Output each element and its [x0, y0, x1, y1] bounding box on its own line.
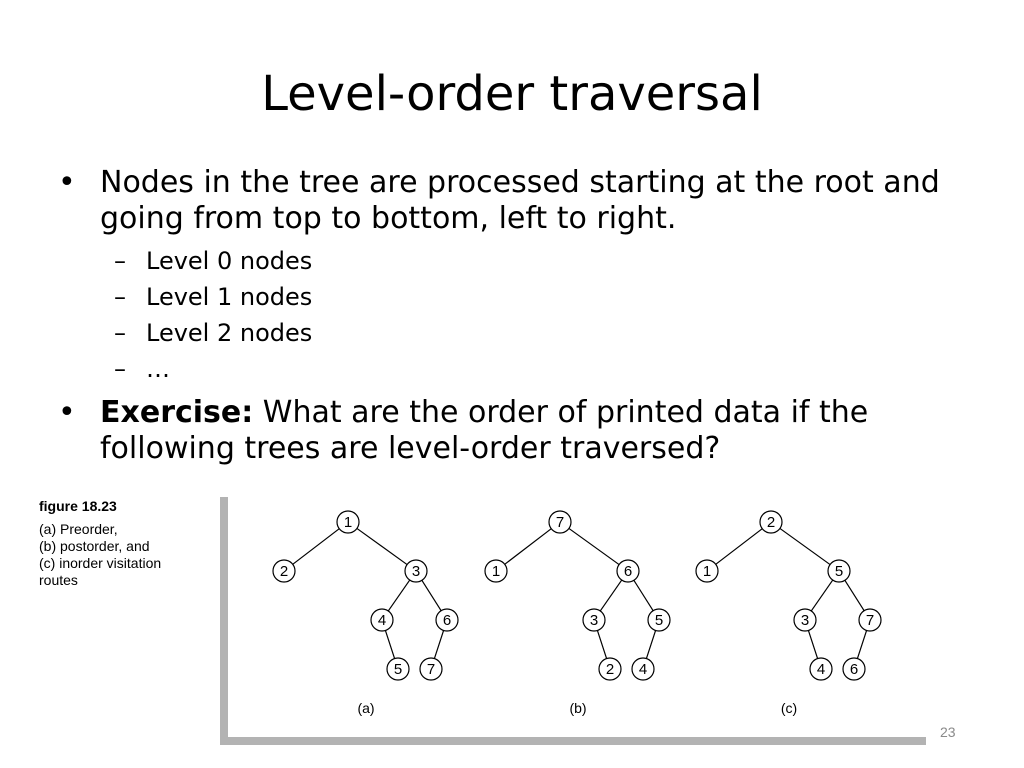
sub-bullet-text: Level 2 nodes	[146, 319, 313, 347]
tree-node	[696, 560, 718, 582]
tree-figure	[218, 495, 934, 751]
slide-number: 23	[940, 724, 956, 740]
node-label: 1	[491, 563, 501, 580]
node-label: 4	[377, 612, 387, 629]
tree-node	[583, 609, 605, 631]
sub-bullet-item	[56, 351, 986, 387]
tree-edge	[857, 630, 866, 658]
tree-edge	[808, 630, 817, 658]
tree-node	[843, 658, 865, 680]
node-label: 1	[702, 563, 712, 580]
dash-icon: –	[114, 355, 126, 383]
node-label: 7	[426, 661, 436, 678]
tree-caption: (a)	[357, 700, 375, 716]
bullet-text: Nodes in the tree are processed starting at the root and going from top to bottom, left to right.	[100, 165, 940, 236]
dash-icon: –	[114, 247, 126, 275]
node-label: 6	[849, 661, 859, 678]
tree-1	[485, 511, 670, 716]
tree-node	[648, 609, 670, 631]
node-label: 2	[605, 661, 615, 678]
tree-node	[549, 511, 571, 533]
node-label: 2	[279, 563, 289, 580]
tree-edge	[569, 528, 619, 564]
tree-edge	[357, 528, 407, 564]
node-label: 3	[411, 563, 421, 580]
exercise-text: What are the order of printed data if the following trees are level-order traversed?	[100, 395, 869, 466]
sub-bullet-list	[56, 243, 986, 387]
node-label: 4	[638, 661, 648, 678]
caption-line: (c) inorder visitation	[39, 555, 162, 571]
bullet-dot-icon: •	[58, 165, 76, 200]
tree-edge	[422, 580, 441, 610]
dash-icon: –	[114, 319, 126, 347]
node-label: 6	[442, 612, 452, 629]
tree-edge	[716, 529, 763, 565]
caption-line: (a) Preorder,	[39, 521, 118, 537]
tree-node	[617, 560, 639, 582]
bullet-dot-icon: •	[58, 395, 76, 430]
tree-node	[273, 560, 295, 582]
tree-edge	[811, 580, 832, 611]
tree-node	[760, 511, 782, 533]
sub-bullet-text: …	[146, 355, 170, 383]
node-label: 7	[865, 612, 875, 629]
tree-node	[810, 658, 832, 680]
node-label: 5	[834, 563, 844, 580]
tree-edge	[780, 528, 830, 564]
node-label: 3	[800, 612, 810, 629]
node-label: 5	[393, 661, 403, 678]
tree-edge	[600, 580, 621, 611]
node-label: 5	[654, 612, 664, 629]
tree-node	[599, 658, 621, 680]
tree-node	[632, 658, 654, 680]
tree-edge	[388, 580, 409, 611]
tree-node	[436, 609, 458, 631]
tree-node	[337, 511, 359, 533]
tree-node	[405, 560, 427, 582]
tree-edge	[597, 630, 606, 658]
tree-node	[828, 560, 850, 582]
dash-icon: –	[114, 283, 126, 311]
tree-node	[387, 658, 409, 680]
tree-node	[420, 658, 442, 680]
tree-edge	[505, 529, 552, 565]
sub-bullet-text: Level 0 nodes	[146, 247, 313, 275]
bullet-item-nodes	[56, 165, 986, 237]
bullet-list	[56, 165, 986, 473]
sub-bullet-text: Level 1 nodes	[146, 283, 313, 311]
node-label: 2	[766, 514, 776, 531]
caption-line: routes	[39, 572, 78, 588]
tree-node	[859, 609, 881, 631]
tree-edge	[646, 630, 655, 658]
figure-title: figure 18.23	[39, 498, 117, 514]
sub-bullet-item	[56, 243, 986, 279]
node-label: 1	[343, 514, 353, 531]
caption-line: (b) postorder, and	[39, 538, 150, 554]
slide-title: Level-order traversal	[261, 66, 763, 122]
sub-bullet-item	[56, 315, 986, 351]
figure-caption	[39, 498, 209, 589]
sub-bullet-item	[56, 279, 986, 315]
tree-node	[794, 609, 816, 631]
figure-frame-bottom	[220, 737, 926, 745]
trees-group	[273, 511, 881, 716]
tree-edge	[634, 580, 653, 610]
node-label: 6	[623, 563, 633, 580]
tree-edge	[293, 529, 340, 565]
tree-caption: (b)	[569, 700, 587, 716]
node-label: 4	[816, 661, 826, 678]
tree-edge	[434, 630, 443, 658]
tree-edge	[385, 630, 394, 658]
tree-node	[371, 609, 393, 631]
tree-node	[485, 560, 507, 582]
figure-frame-left	[220, 497, 228, 745]
node-label: 3	[589, 612, 599, 629]
tree-0	[273, 511, 458, 716]
tree-caption: (c)	[780, 700, 798, 716]
tree-edge	[845, 580, 864, 610]
exercise-label: Exercise:	[100, 395, 254, 430]
tree-2	[696, 511, 881, 716]
node-label: 7	[555, 514, 565, 531]
bullet-item-exercise	[56, 395, 986, 467]
